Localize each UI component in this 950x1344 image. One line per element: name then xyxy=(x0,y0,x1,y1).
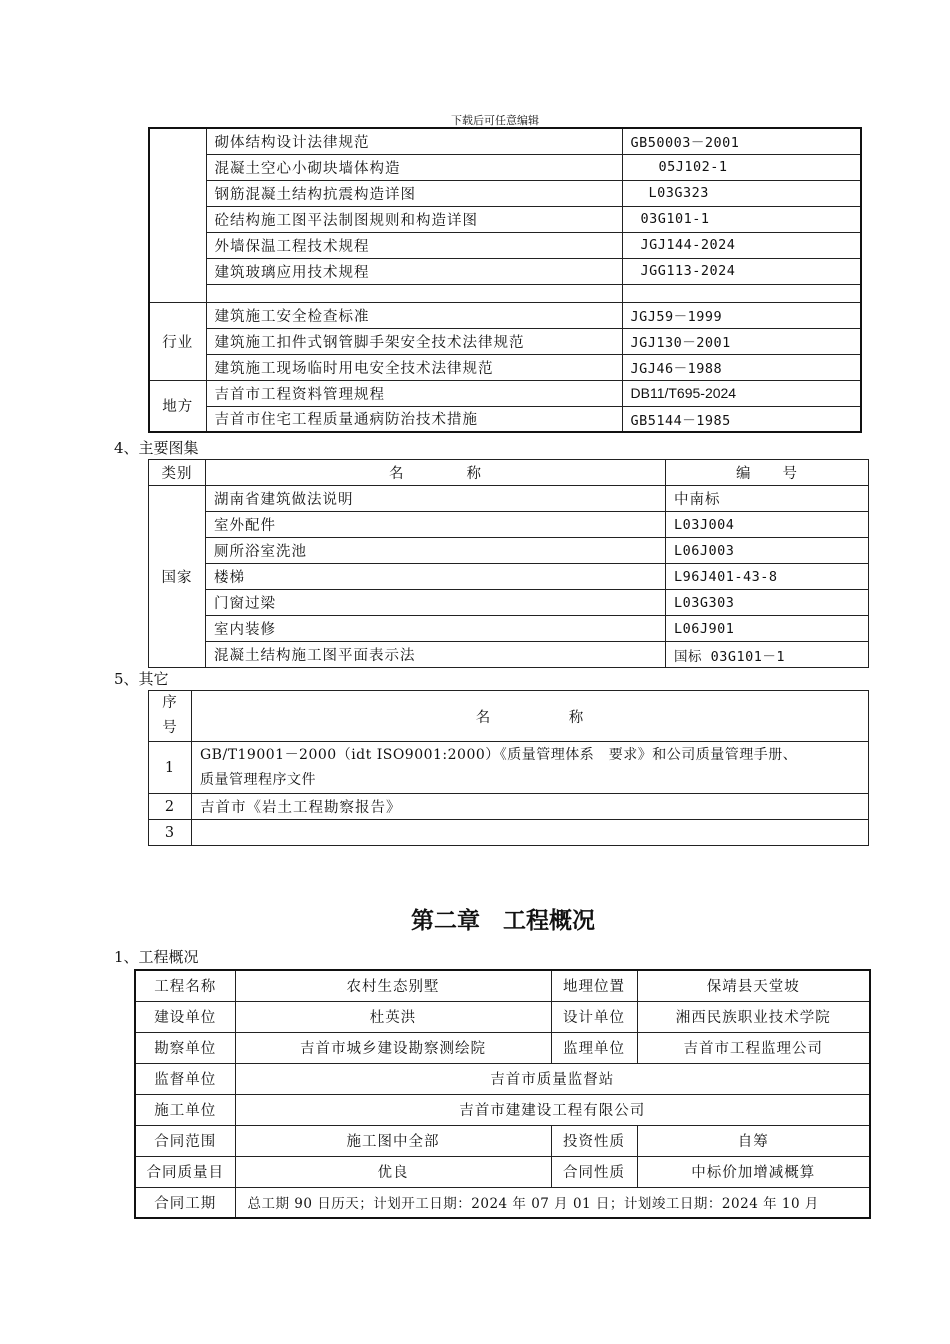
designer: 湘西民族职业技术学院 xyxy=(637,1001,870,1032)
standard-name: 建筑施工安全检查标准 xyxy=(206,302,622,328)
others-name-line1: GB/T19001－2000（idt ISO9001:2000）《质量管理体系 要求》和公司质量管理手册、 xyxy=(200,746,798,763)
standard-name: 吉首市住宅工程质量通病防治技术措施 xyxy=(206,406,622,432)
atlas-col-name: 名 称 xyxy=(206,460,666,486)
standard-name: 钢筋混凝土结构抗震构造详图 xyxy=(206,180,622,206)
others-seq: 2 xyxy=(149,794,192,820)
atlas-code: 国标 03G101－1 xyxy=(666,642,869,668)
others-heading: 5、其它 xyxy=(114,670,169,688)
standard-name: 建筑施工扣件式钢管脚手架安全技术法律规范 xyxy=(206,328,622,354)
project-name-label: 工程名称 xyxy=(135,970,235,1001)
standard-code: JGJ59－1999 xyxy=(622,302,861,328)
standard-name: 砌体结构设计法律规范 xyxy=(206,128,622,154)
investment: 自筹 xyxy=(637,1125,870,1156)
standard-name: 建筑施工现场临时用电安全技术法律规范 xyxy=(206,354,622,380)
atlas-code: L03G303 xyxy=(666,590,869,616)
oversight: 吉首市质量监督站 xyxy=(235,1063,870,1094)
standard-code: JGG113-2024 xyxy=(622,258,861,284)
contractor-label: 施工单位 xyxy=(135,1094,235,1125)
owner-label: 建设单位 xyxy=(135,1001,235,1032)
scope: 施工图中全部 xyxy=(235,1125,551,1156)
chapter-title: 第二章 工程概况 xyxy=(411,907,595,933)
standards-group-national xyxy=(149,128,206,302)
atlas-table xyxy=(148,459,869,668)
others-table xyxy=(148,690,869,846)
supervisor: 吉首市工程监理公司 xyxy=(637,1032,870,1063)
atlas-code: L03J004 xyxy=(666,512,869,538)
atlas-name: 湖南省建筑做法说明 xyxy=(206,486,666,512)
others-seq: 1 xyxy=(149,742,192,794)
standard-code: JGJ144-2024 xyxy=(622,232,861,258)
standard-code: 03G101-1 xyxy=(622,206,861,232)
quality-label: 合同质量目 xyxy=(135,1156,235,1187)
others-name-line2: 质量管理程序文件 xyxy=(200,771,316,788)
standard-name: 外墙保温工程技术规程 xyxy=(206,232,622,258)
supervisor-label: 监理单位 xyxy=(551,1032,637,1063)
oversight-label: 监督单位 xyxy=(135,1063,235,1094)
atlas-col-code: 编 号 xyxy=(666,460,869,486)
atlas-code: L96J401-43-8 xyxy=(666,564,869,590)
standard-code: L03G323 xyxy=(622,180,861,206)
atlas-group-national: 国家 xyxy=(149,486,206,668)
contractor: 吉首市建建设工程有限公司 xyxy=(235,1094,870,1125)
standard-code xyxy=(622,284,861,302)
others-col-seq-line1: 序 xyxy=(162,695,178,711)
atlas-name: 混凝土结构施工图平面表示法 xyxy=(206,642,666,668)
standard-code: GB5144－1985 xyxy=(622,406,861,432)
quality: 优良 xyxy=(235,1156,551,1187)
designer-label: 设计单位 xyxy=(551,1001,637,1032)
standard-code: JGJ46－1988 xyxy=(622,354,861,380)
survey: 吉首市城乡建设勘察测绘院 xyxy=(235,1032,551,1063)
scope-label: 合同范围 xyxy=(135,1125,235,1156)
atlas-name: 门窗过梁 xyxy=(206,590,666,616)
standard-name: 建筑玻璃应用技术规程 xyxy=(206,258,622,284)
others-col-seq-line2: 号 xyxy=(162,720,178,736)
standard-code: GB50003－2001 xyxy=(622,128,861,154)
standards-group-local: 地方 xyxy=(149,380,206,432)
contract-type-label: 合同性质 xyxy=(551,1156,637,1187)
atlas-name: 室内装修 xyxy=(206,616,666,642)
atlas-name: 厕所浴室洗池 xyxy=(206,538,666,564)
header-note: 下载后可任意编辑 xyxy=(451,114,539,127)
investment-label: 投资性质 xyxy=(551,1125,637,1156)
standard-code: JGJ130－2001 xyxy=(622,328,861,354)
others-col-name: 名 称 xyxy=(192,691,869,742)
standard-code: 05J102-1 xyxy=(622,154,861,180)
overview-heading: 1、工程概况 xyxy=(114,948,199,966)
atlas-code: L06J003 xyxy=(666,538,869,564)
owner: 杜英洪 xyxy=(235,1001,551,1032)
standard-name xyxy=(206,284,622,302)
project-name: 农村生态别墅 xyxy=(235,970,551,1001)
overview-table xyxy=(134,969,871,1219)
standard-name: 混凝土空心小砌块墙体构造 xyxy=(206,154,622,180)
atlas-heading: 4、主要图集 xyxy=(114,439,199,457)
standards-table xyxy=(148,127,862,433)
others-seq: 3 xyxy=(149,820,192,846)
duration: 总工期 90 日历天；计划开工日期：2024 年 07 月 01 日；计划竣工日期：2024 年 10 月 xyxy=(235,1187,870,1218)
atlas-col-category: 类别 xyxy=(149,460,206,486)
standard-name: 吉首市工程资料管理规程 xyxy=(206,380,622,406)
others-name: 吉首市《岩土工程勘察报告》 xyxy=(192,794,869,820)
location: 保靖县天堂坡 xyxy=(637,970,870,1001)
atlas-name: 楼梯 xyxy=(206,564,666,590)
atlas-name: 室外配件 xyxy=(206,512,666,538)
location-label: 地理位置 xyxy=(551,970,637,1001)
atlas-code: 中南标 xyxy=(666,486,869,512)
contract-type: 中标价加增减概算 xyxy=(637,1156,870,1187)
others-name xyxy=(192,742,869,794)
survey-label: 勘察单位 xyxy=(135,1032,235,1063)
others-name xyxy=(192,820,869,846)
atlas-code: L06J901 xyxy=(666,616,869,642)
standard-name: 砼结构施工图平法制图规则和构造详图 xyxy=(206,206,622,232)
others-col-seq xyxy=(149,691,192,742)
duration-label: 合同工期 xyxy=(135,1187,235,1218)
standards-group-industry: 行业 xyxy=(149,302,206,380)
standard-code: DB11/T695-2024 xyxy=(622,380,861,406)
